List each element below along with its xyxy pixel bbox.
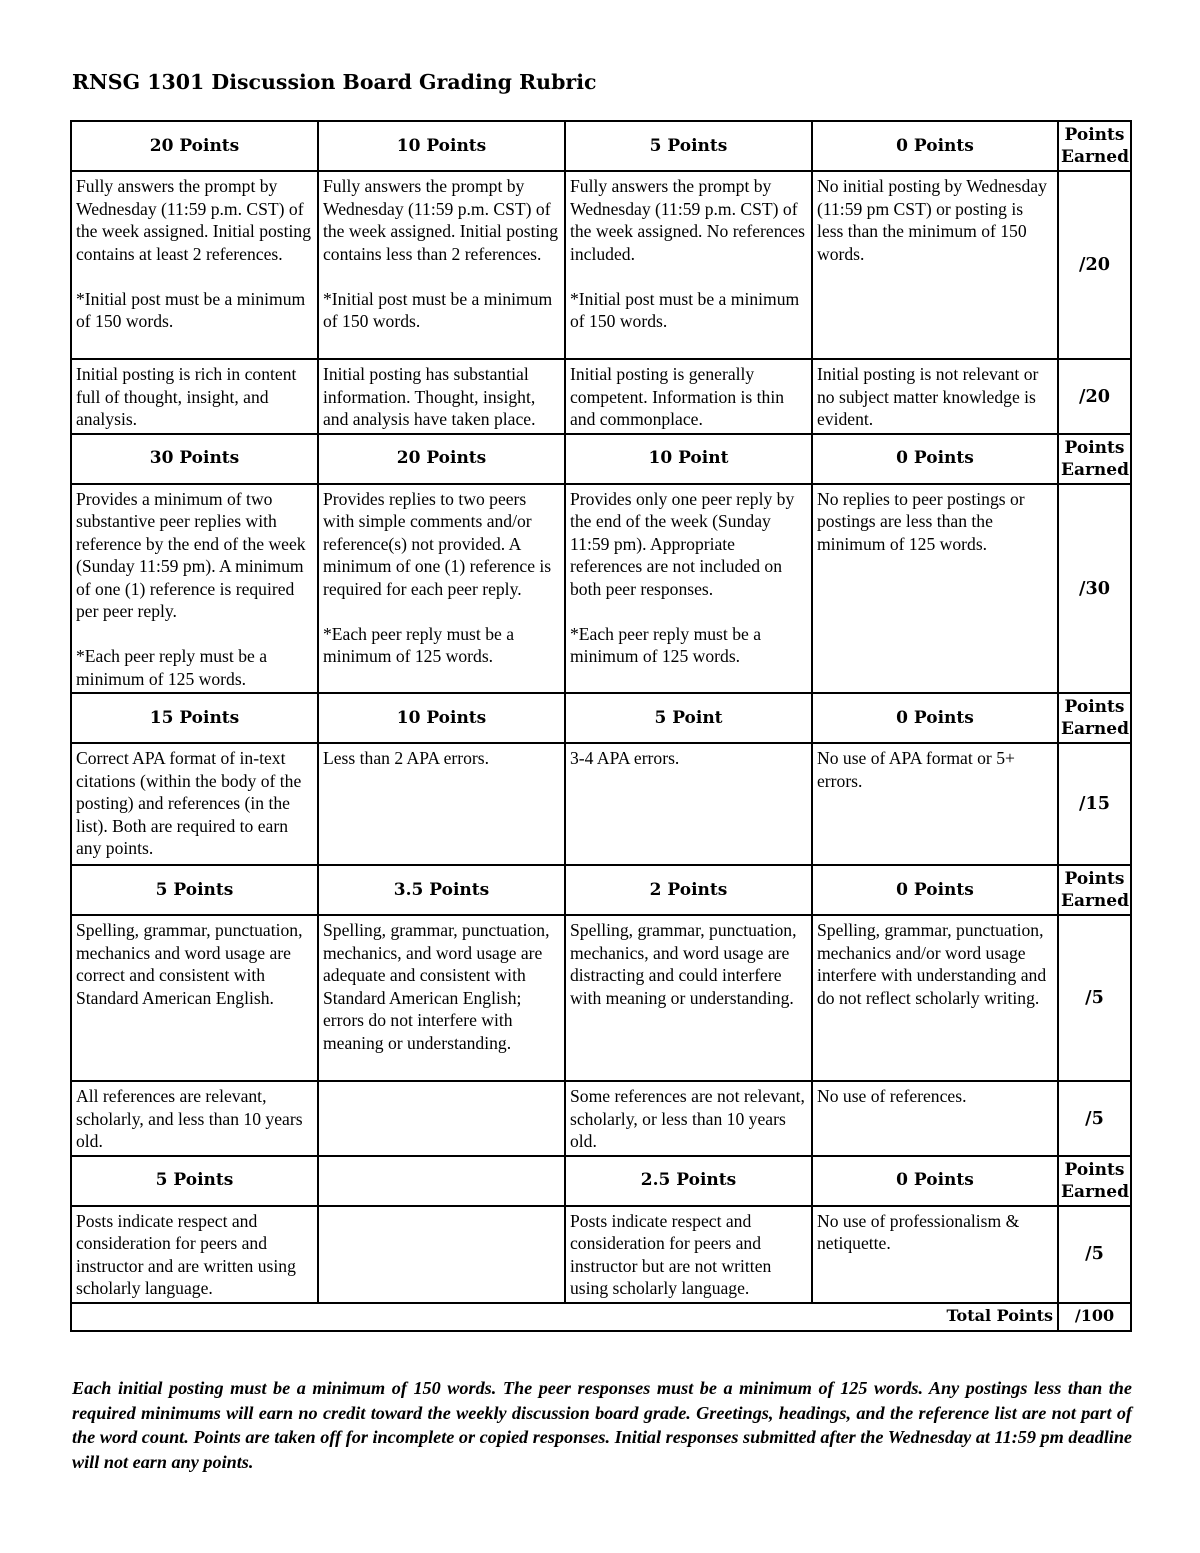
criterion-text: Provides replies to two peers with simple comments and/or reference(s) not provided. A minimum of one (1) reference is required for each peer reply.	[323, 488, 552, 599]
criterion-text: No replies to peer postings or postings are less than the minimum of 125 words.	[817, 488, 1025, 554]
criterion-text: Spelling, grammar, punctuation, mechanics, and word usage are adequate and consistent with Standard American English; errors do not interfere with meaning or understanding.	[323, 920, 550, 1053]
total-points-value: /100	[1058, 1303, 1131, 1331]
points-earned-header: Points Earned	[1058, 865, 1131, 915]
criterion-text: Initial posting is rich in content full of thought, insight, and analysis.	[76, 364, 297, 429]
rubric-header-row	[71, 434, 1131, 484]
points-level-header: 0 Points	[812, 693, 1058, 743]
criterion-note: *Each peer reply must be a minimum of 125 words.	[570, 623, 762, 666]
criterion-cell	[318, 743, 565, 865]
criterion-cell	[565, 484, 812, 694]
criterion-note: *Each peer reply must be a minimum of 125 words.	[323, 623, 515, 666]
criterion-cell	[565, 915, 812, 1081]
points-level-header: 15 Points	[71, 693, 318, 743]
points-level-header: 20 Points	[71, 121, 318, 171]
criterion-note: *Initial post must be a minimum of 150 words.	[323, 288, 553, 331]
criterion-text: Posts indicate respect and consideration for peers and instructor but are not written using scholarly language.	[570, 1210, 772, 1298]
points-earned-cell: /5	[1058, 1081, 1131, 1156]
criterion-cell	[318, 1206, 565, 1303]
criterion-cell	[318, 359, 565, 434]
points-earned-header: Points Earned	[1058, 121, 1131, 171]
criterion-text: Initial posting is not relevant or no subject matter knowledge is evident.	[817, 364, 1039, 429]
criterion-cell	[812, 484, 1058, 694]
rubric-header-row	[71, 121, 1131, 171]
rubric-criterion-row	[71, 1206, 1131, 1303]
criterion-text: Spelling, grammar, punctuation, mechanics, and word usage are distracting and could interfere with meaning or understanding.	[570, 920, 797, 1008]
criterion-text: Spelling, grammar, punctuation, mechanics and word usage are correct and consistent with Standard American English.	[76, 920, 303, 1008]
criterion-cell	[565, 171, 812, 359]
criterion-cell	[812, 1206, 1058, 1303]
rubric-table	[70, 120, 1132, 1332]
criterion-text: Less than 2 APA errors.	[323, 748, 489, 768]
points-earned-header: Points Earned	[1058, 434, 1131, 484]
criterion-text: No use of APA format or 5+ errors.	[817, 748, 1015, 791]
criterion-text: 3-4 APA errors.	[570, 748, 680, 768]
criterion-text: Spelling, grammar, punctuation, mechanics and/or word usage interfere with understanding and do not reflect scholarly writing.	[817, 920, 1047, 1008]
points-level-header: 30 Points	[71, 434, 318, 484]
total-points-label: Total Points	[71, 1303, 1058, 1331]
criterion-cell	[812, 1081, 1058, 1156]
criterion-cell	[565, 1206, 812, 1303]
criterion-cell	[71, 1206, 318, 1303]
criterion-text: Initial posting has substantial information. Thought, insight, and analysis have taken place.	[323, 364, 536, 429]
criterion-cell	[812, 359, 1058, 434]
points-level-header: 5 Points	[565, 121, 812, 171]
criterion-text: Provides only one peer reply by the end of the week (Sunday 11:59 pm). Appropriate references are not included on both peer responses.	[570, 488, 795, 599]
criterion-cell	[71, 915, 318, 1081]
total-row	[71, 1303, 1131, 1331]
points-earned-cell: /15	[1058, 743, 1131, 865]
rubric-header-row	[71, 1156, 1131, 1206]
criterion-text: Initial posting is generally competent. Information is thin and commonplace.	[570, 364, 785, 429]
criterion-cell	[812, 743, 1058, 865]
points-level-header: 0 Points	[812, 121, 1058, 171]
criterion-cell	[318, 1081, 565, 1156]
points-earned-header: Points Earned	[1058, 693, 1131, 743]
criterion-cell	[71, 484, 318, 694]
points-earned-cell: /30	[1058, 484, 1131, 694]
criterion-text: No use of professionalism & netiquette.	[817, 1210, 1020, 1253]
criterion-cell	[812, 171, 1058, 359]
criterion-note: *Initial post must be a minimum of 150 words.	[570, 288, 800, 331]
criterion-text: Fully answers the prompt by Wednesday (11:59 p.m. CST) of the week assigned. No references included.	[570, 176, 805, 264]
rubric-header-row	[71, 865, 1131, 915]
rubric-criterion-row	[71, 171, 1131, 359]
criterion-text: No initial posting by Wednesday (11:59 pm CST) or posting is less than the minimum of 150 words.	[817, 176, 1047, 264]
criterion-cell	[71, 171, 318, 359]
criterion-cell	[812, 915, 1058, 1081]
criterion-text: No use of references.	[817, 1086, 967, 1106]
points-level-header: 10 Points	[318, 121, 565, 171]
criterion-cell	[71, 359, 318, 434]
criterion-text: Some references are not relevant, scholarly, or less than 10 years old.	[570, 1086, 805, 1151]
criterion-note: *Each peer reply must be a minimum of 125 words.	[76, 646, 268, 689]
points-level-header: 2.5 Points	[565, 1156, 812, 1206]
rubric-criterion-row	[71, 359, 1131, 434]
criterion-cell	[71, 743, 318, 865]
points-level-header: 0 Points	[812, 865, 1058, 915]
points-level-header: 5 Point	[565, 693, 812, 743]
rubric-header-row	[71, 693, 1131, 743]
criterion-cell	[318, 484, 565, 694]
points-level-header: 2 Points	[565, 865, 812, 915]
criterion-text: Fully answers the prompt by Wednesday (11:59 p.m. CST) of the week assigned. Initial posting contains at least 2 references.	[76, 176, 312, 264]
criterion-text: Posts indicate respect and consideration for peers and instructor and are written using scholarly language.	[76, 1210, 296, 1298]
points-earned-header: Points Earned	[1058, 1156, 1131, 1206]
criterion-text: All references are relevant, scholarly, and less than 10 years old.	[76, 1086, 303, 1151]
points-level-header: 3.5 Points	[318, 865, 565, 915]
rubric-criterion-row	[71, 484, 1131, 694]
rubric-criterion-row	[71, 743, 1131, 865]
criterion-cell	[71, 1081, 318, 1156]
criterion-cell	[565, 743, 812, 865]
points-earned-cell: /20	[1058, 359, 1131, 434]
points-level-header: 0 Points	[812, 1156, 1058, 1206]
criterion-text: Fully answers the prompt by Wednesday (11:59 p.m. CST) of the week assigned. Initial posting contains less than 2 references.	[323, 176, 559, 264]
criterion-cell	[318, 915, 565, 1081]
page-title: RNSG 1301 Discussion Board Grading Rubric	[72, 70, 597, 94]
criterion-cell	[565, 359, 812, 434]
points-level-header: 5 Points	[71, 865, 318, 915]
points-level-header	[318, 1156, 565, 1206]
criterion-cell	[318, 171, 565, 359]
points-earned-cell: /5	[1058, 1206, 1131, 1303]
points-level-header: 5 Points	[71, 1156, 318, 1206]
points-level-header: 20 Points	[318, 434, 565, 484]
criterion-note: *Initial post must be a minimum of 150 words.	[76, 288, 306, 331]
points-level-header: 10 Point	[565, 434, 812, 484]
criterion-cell	[565, 1081, 812, 1156]
rubric-criterion-row	[71, 1081, 1131, 1156]
points-level-header: 10 Points	[318, 693, 565, 743]
points-earned-cell: /20	[1058, 171, 1131, 359]
points-level-header: 0 Points	[812, 434, 1058, 484]
rubric-criterion-row	[71, 915, 1131, 1081]
criterion-text: Correct APA format of in-text citations (within the body of the posting) and references (in the list). Both are required to earn any points.	[76, 748, 302, 858]
criterion-text: Provides a minimum of two substantive peer replies with reference by the end of the week (Sunday 11:59 pm). A minimum of one (1) reference is required per peer reply.	[76, 488, 306, 621]
points-earned-cell: /5	[1058, 915, 1131, 1081]
footer-note: Each initial posting must be a minimum of 150 words. The peer responses must be a minimum of 125 words. Any postings less than the required minimums will earn no credit toward the weekly discussion board grade. Greetings, headings, and the reference list are not part of the word count. Points are taken off for incomplete or copied responses. Initial responses submitted after the Wednesday at 11:59 pm deadline will not earn any points.	[72, 1378, 1132, 1472]
